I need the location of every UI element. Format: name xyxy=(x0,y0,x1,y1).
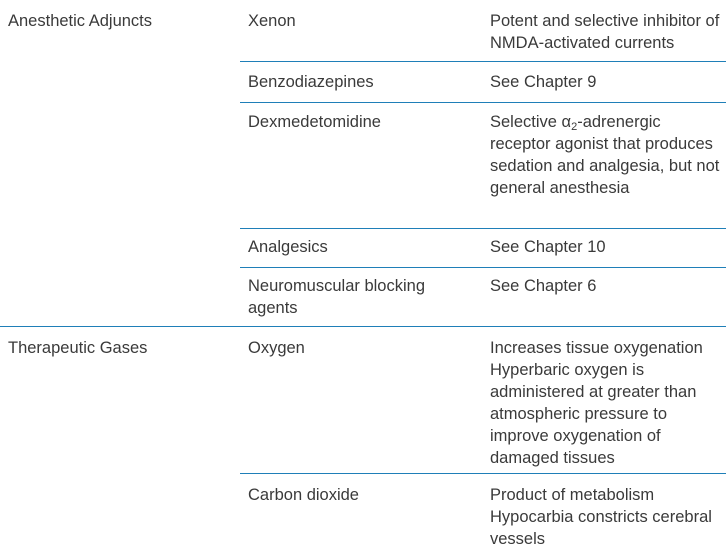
drug-name: Xenon xyxy=(248,12,296,30)
table-group-therapeutic-gases xyxy=(0,327,726,556)
drug-description xyxy=(490,111,722,199)
drug-description xyxy=(490,484,722,550)
drug-name: Analgesics xyxy=(248,238,328,256)
description-line: Increases tissue oxygenation xyxy=(490,339,703,357)
description-line: Hypocarbia constricts cerebral vessels xyxy=(490,508,712,548)
row-divider xyxy=(240,228,726,229)
drug-name: Carbon dioxide xyxy=(248,486,359,504)
drug-name: Dexmedetomidine xyxy=(248,113,381,131)
row-divider xyxy=(240,473,726,474)
drug-name: Benzodiazepines xyxy=(248,73,374,91)
row-divider xyxy=(240,267,726,268)
drug-description: See Chapter 6 xyxy=(490,277,597,295)
drug-name: Oxygen xyxy=(248,339,305,357)
category-label: Anesthetic Adjuncts xyxy=(8,12,153,30)
drug-description: See Chapter 9 xyxy=(490,73,597,91)
drug-description: Potent and selective inhibitor of NMDA-activated currents xyxy=(490,12,720,52)
alpha-subscript: 2 xyxy=(571,121,578,133)
description-suffix: -adrenergic receptor agonist that produces sedation and analgesia, but not general anesthesia xyxy=(490,113,720,197)
row-divider xyxy=(240,102,726,103)
row-divider xyxy=(240,61,726,62)
description-line: Hyperbaric oxygen is administered at greater than atmospheric pressure to improve oxygenation of damaged tissues xyxy=(490,361,697,467)
drug-name: Neuromuscular blocking agents xyxy=(248,277,425,317)
description-prefix: Selective α xyxy=(490,113,572,131)
category-label: Therapeutic Gases xyxy=(8,339,148,357)
drug-description: See Chapter 10 xyxy=(490,238,606,256)
description-line: Product of metabolism xyxy=(490,486,655,504)
drug-description xyxy=(490,337,722,469)
